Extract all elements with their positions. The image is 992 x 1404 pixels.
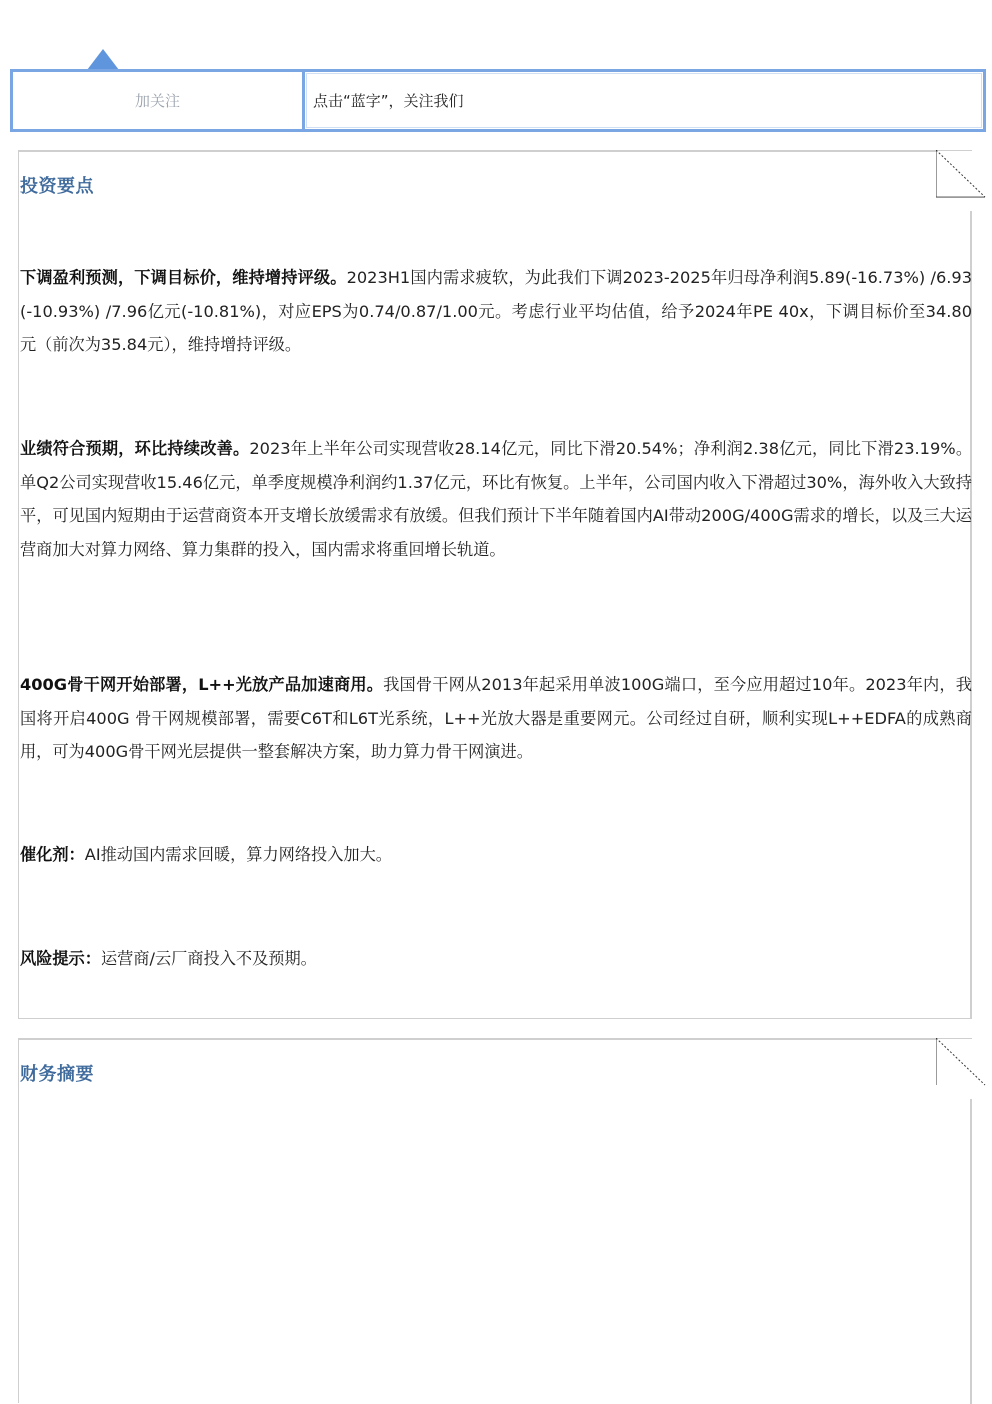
- paragraph-catalyst: [20, 838, 972, 872]
- folded-corner-icon: [936, 1038, 986, 1088]
- investment-card: [18, 150, 972, 1019]
- paragraph-body: 我国骨干网从2013年起采用单波100G端口，至今应用超过10年。2023年内，我国将开启400G 骨干网规模部署，需要C6T和L6T光系统，L++光放大器是重要网元。公司经过自研，顺利实现L++EDFA的成熟商用，可为400G骨干网光层提供一整套解决方案，助力算力骨干网演进。: [20, 675, 972, 761]
- follow-prompt: 点击“蓝字”，关注我们: [306, 73, 982, 128]
- follow-banner: [10, 69, 986, 132]
- paragraph-heading: 业绩符合预期，环比持续改善。: [20, 439, 250, 458]
- paragraph-results: [20, 432, 972, 566]
- paragraph-body: 2023H1国内需求疲软，为此我们下调2023-2025年归母净利润5.89(-16.73%) /6.93 (-10.93%) /7.96亿元(-10.81%)，对应EPS为0.74/0.87/1.00元。考虑行业平均估值，给予2024年PE 40x，下调目标价至34.80元（前次为35.84元），维持增持评级。: [20, 268, 972, 354]
- paragraph-body: AI推动国内需求回暖，算力网络投入加大。: [84, 845, 392, 864]
- paragraph-heading: 催化剂：: [20, 845, 85, 864]
- folded-corner-icon: [936, 150, 986, 200]
- follow-button[interactable]: 加关注: [13, 72, 305, 129]
- financial-card: [18, 1038, 972, 1403]
- investment-title: 投资要点: [20, 176, 94, 197]
- paragraph-heading: 下调盈利预测，下调目标价，维持增持评级。: [20, 268, 347, 287]
- paragraph-earnings-forecast: [20, 261, 972, 362]
- paragraph-body: 2023年上半年公司实现营收28.14亿元，同比下滑20.54%；净利润2.38亿元，同比下滑23.19%。单Q2公司实现营收15.46亿元，单季度规模净利润约1.37亿元，环比有恢复。上半年，公司国内收入下滑超过30%，海外收入大致持平，可见国内短期由于运营商资本开支增长放缓需求有放缓。但我们预计下半年随着国内AI带动200G/400G需求的增长，以及三大运营商加大对算力网络、算力集群的投入，国内需求将重回增长轨道。: [20, 439, 973, 559]
- financial-title: 财务摘要: [20, 1064, 94, 1085]
- paragraph-heading: 风险提示：: [20, 949, 101, 968]
- paragraph-backbone: [20, 668, 972, 769]
- paragraph-risk: [20, 942, 972, 976]
- pointer-triangle-icon: [87, 49, 119, 70]
- paragraph-heading: 400G骨干网开始部署，L++光放产品加速商用。: [20, 675, 384, 694]
- paragraph-body: 运营商/云厂商投入不及预期。: [100, 949, 317, 968]
